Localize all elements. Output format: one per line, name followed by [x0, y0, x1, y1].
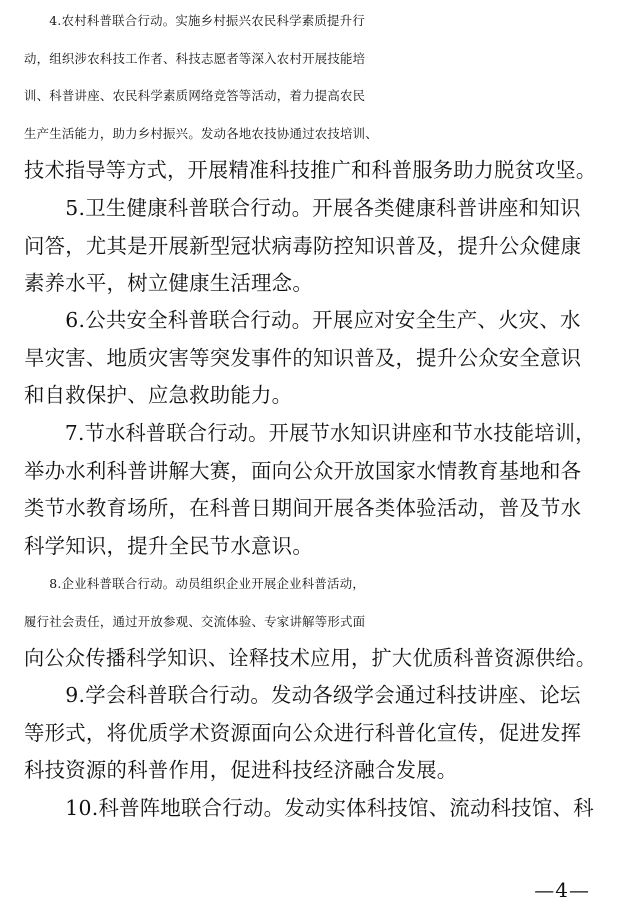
text-line: 旱灾害、地质灾害等突发事件的知识普及，提升公众安全意识: [24, 345, 582, 370]
text-line: 技术指导等方式，开展精准科技推广和科普服务助力脱贫攻坚。: [24, 158, 597, 182]
paragraph: [24, 302, 581, 415]
text-line: 类节水教育场所，在科普日期间开展各类体验活动，普及节水: [24, 496, 582, 520]
paragraph: [24, 190, 581, 303]
paragraph: [24, 565, 596, 678]
paragraph: [24, 2, 596, 190]
page-number: —4—: [534, 878, 590, 902]
text-line: 7.节水科普联合行动。开展节水知识讲座和节水技能培训，: [24, 421, 596, 445]
text-line: 问答，尤其是开展新型冠状病毒防控知识普及，提升公众健康: [24, 233, 582, 258]
text-line: 科技资源的科普作用，促进科技经济融合发展。: [24, 758, 458, 782]
text-line: 5.卫生健康科普联合行动。开展各类健康科普讲座和知识: [24, 196, 581, 220]
text-line: 动，组织涉农科技工作者、科技志愿者等深入农村开展技能培: [24, 50, 366, 66]
text-line: 和自救保护、应急救助能力。: [24, 383, 293, 407]
text-line: 8.企业科普联合行动。动员组织企业开展企业科普活动，: [24, 576, 365, 591]
text-line: 4.农村科普联合行动。实施乡村振兴农民科学素质提升行: [24, 13, 365, 28]
text-line: 素养水平，树立健康生活理念。: [24, 271, 313, 295]
text-line: 6.公共安全科普联合行动。开展应对安全生产、火灾、水: [24, 308, 581, 332]
text-line: 科学知识，提升全民节水意识。: [24, 533, 313, 558]
text-line: 履行社会责任，通过开放参观、交流体验、专家讲解等形式面: [24, 613, 366, 629]
text-line: 举办水利科普讲解大赛，面向公众开放国家水情教育基地和各: [24, 458, 582, 483]
text-line: 等形式，将优质学术资源面向公众进行科普化宣传，促进发挥: [24, 720, 582, 745]
paragraph: [24, 677, 581, 790]
text-line: 训、科普讲座、农民科学素质网络竞答等活动，着力提高农民: [24, 88, 366, 103]
paragraph: [24, 790, 594, 828]
text-line: 10.科普阵地联合行动。发动实体科技馆、流动科技馆、科: [24, 796, 594, 820]
text-line: 生产生活能力，助力乡村振兴。发动各地农技协通过农技培训、: [24, 125, 378, 141]
text-line: 9.学会科普联合行动。发动各级学会通过科技讲座、论坛: [24, 683, 581, 707]
paragraph: [24, 415, 596, 565]
text-line: 向公众传播科学知识、诠释技术应用，扩大优质科普资源供给。: [24, 646, 597, 670]
